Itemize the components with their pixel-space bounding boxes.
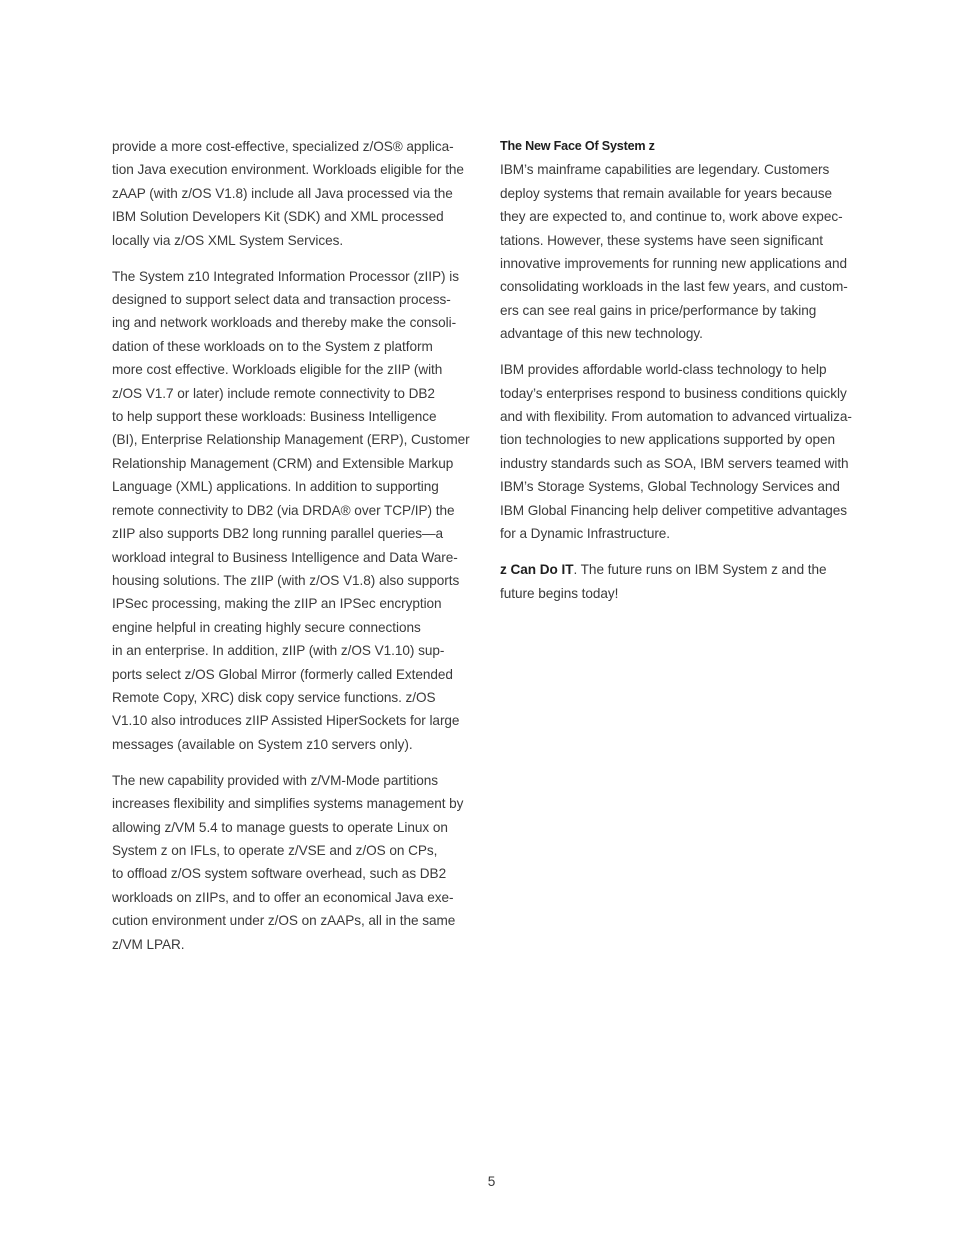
zaap-paragraph: provide a more cost-effective, specialized z/OS® applica- tion Java execution environment. Workloads eligible for the zAAP (with z/OS V1.8) include all Java processed via the IBM Solution Developers Kit (SDK) and XML processed locally via z/OS XML System Services.	[112, 139, 464, 248]
ziip-paragraph: The System z10 Integrated Information Processor (zIIP) is designed to support select data and transaction process- ing and network workloads and thereby make the consoli- dation of these workloads on to the System z platform more cost effective. Workloads eligible for the zIIP (with z/OS V1.7 or later) include remote connectivity to DB2 to help support these workloads: Business Intelligence (BI), Enterprise Relationship Management (ERP), Customer Relationship Management (CRM) and Extensible Markup Language (XML) applications. In addition to supporting remote connectivity to DB2 (via DRDA® over TCP/IP) the zIIP also supports DB2 long running parallel queries—a workload integral to Business Intelligence and Data Ware- housing solutions. The zIIP (with z/OS V1.8) also supports IPSec processing, making the zIIP an IPSec encryption engine helpful in creating highly secure connections in an enterprise. In addition, zIIP (with z/OS V1.10) sup- ports select z/OS Global Mirror (formerly called Extended Remote Copy, XRC) disk copy service functions. z/OS V1.10 also introduces zIIP Assisted HiperSockets for large messages (available on System z10 servers only).	[112, 268, 470, 752]
page-number: 5	[487, 1174, 496, 1189]
right-column	[500, 135, 875, 618]
closing-paragraph	[500, 558, 875, 605]
closing-bold-text: z Can Do IT	[500, 562, 574, 578]
technology-paragraph: IBM provides affordable world-class technology to help today’s enterprises respond to business conditions quickly and with flexibility. From automation to advanced virtualiza- tion technologies to new applications supported by open industry standards such as SOA, IBM servers teamed with IBM’s Storage Systems, Global Technology Services and IBM Global Financing help deliver competitive advantages for a Dynamic Infrastructure.	[500, 362, 852, 542]
section-heading: The New Face Of System z	[500, 139, 655, 153]
zvm-mode-paragraph: The new capability provided with z/VM-Mode partitions increases flexibility and simplifies systems management by allowing z/VM 5.4 to manage guests to operate Linux on System z on IFLs, to operate z/VSE and z/OS on CPs, to offload z/OS system software overhead, such as DB2 workloads on zIIPs, and to offer an economical Java exe- cution environment under z/OS on zAAPs, all in the same z/VM LPAR.	[112, 772, 464, 952]
left-column	[112, 135, 487, 969]
closing-text: . The future runs on IBM System z and the future begins today!	[500, 562, 827, 601]
mainframe-paragraph: IBM’s mainframe capabilities are legendary. Customers deploy systems that remain available for years because they are expected to, and continue to, work above expec- tations. However, these systems have seen significant innovative improvements for running new applications and consolidating workloads in the last few years, and custom- ers can see real gains in price/performance by taking advantage of this new technology.	[500, 162, 848, 342]
